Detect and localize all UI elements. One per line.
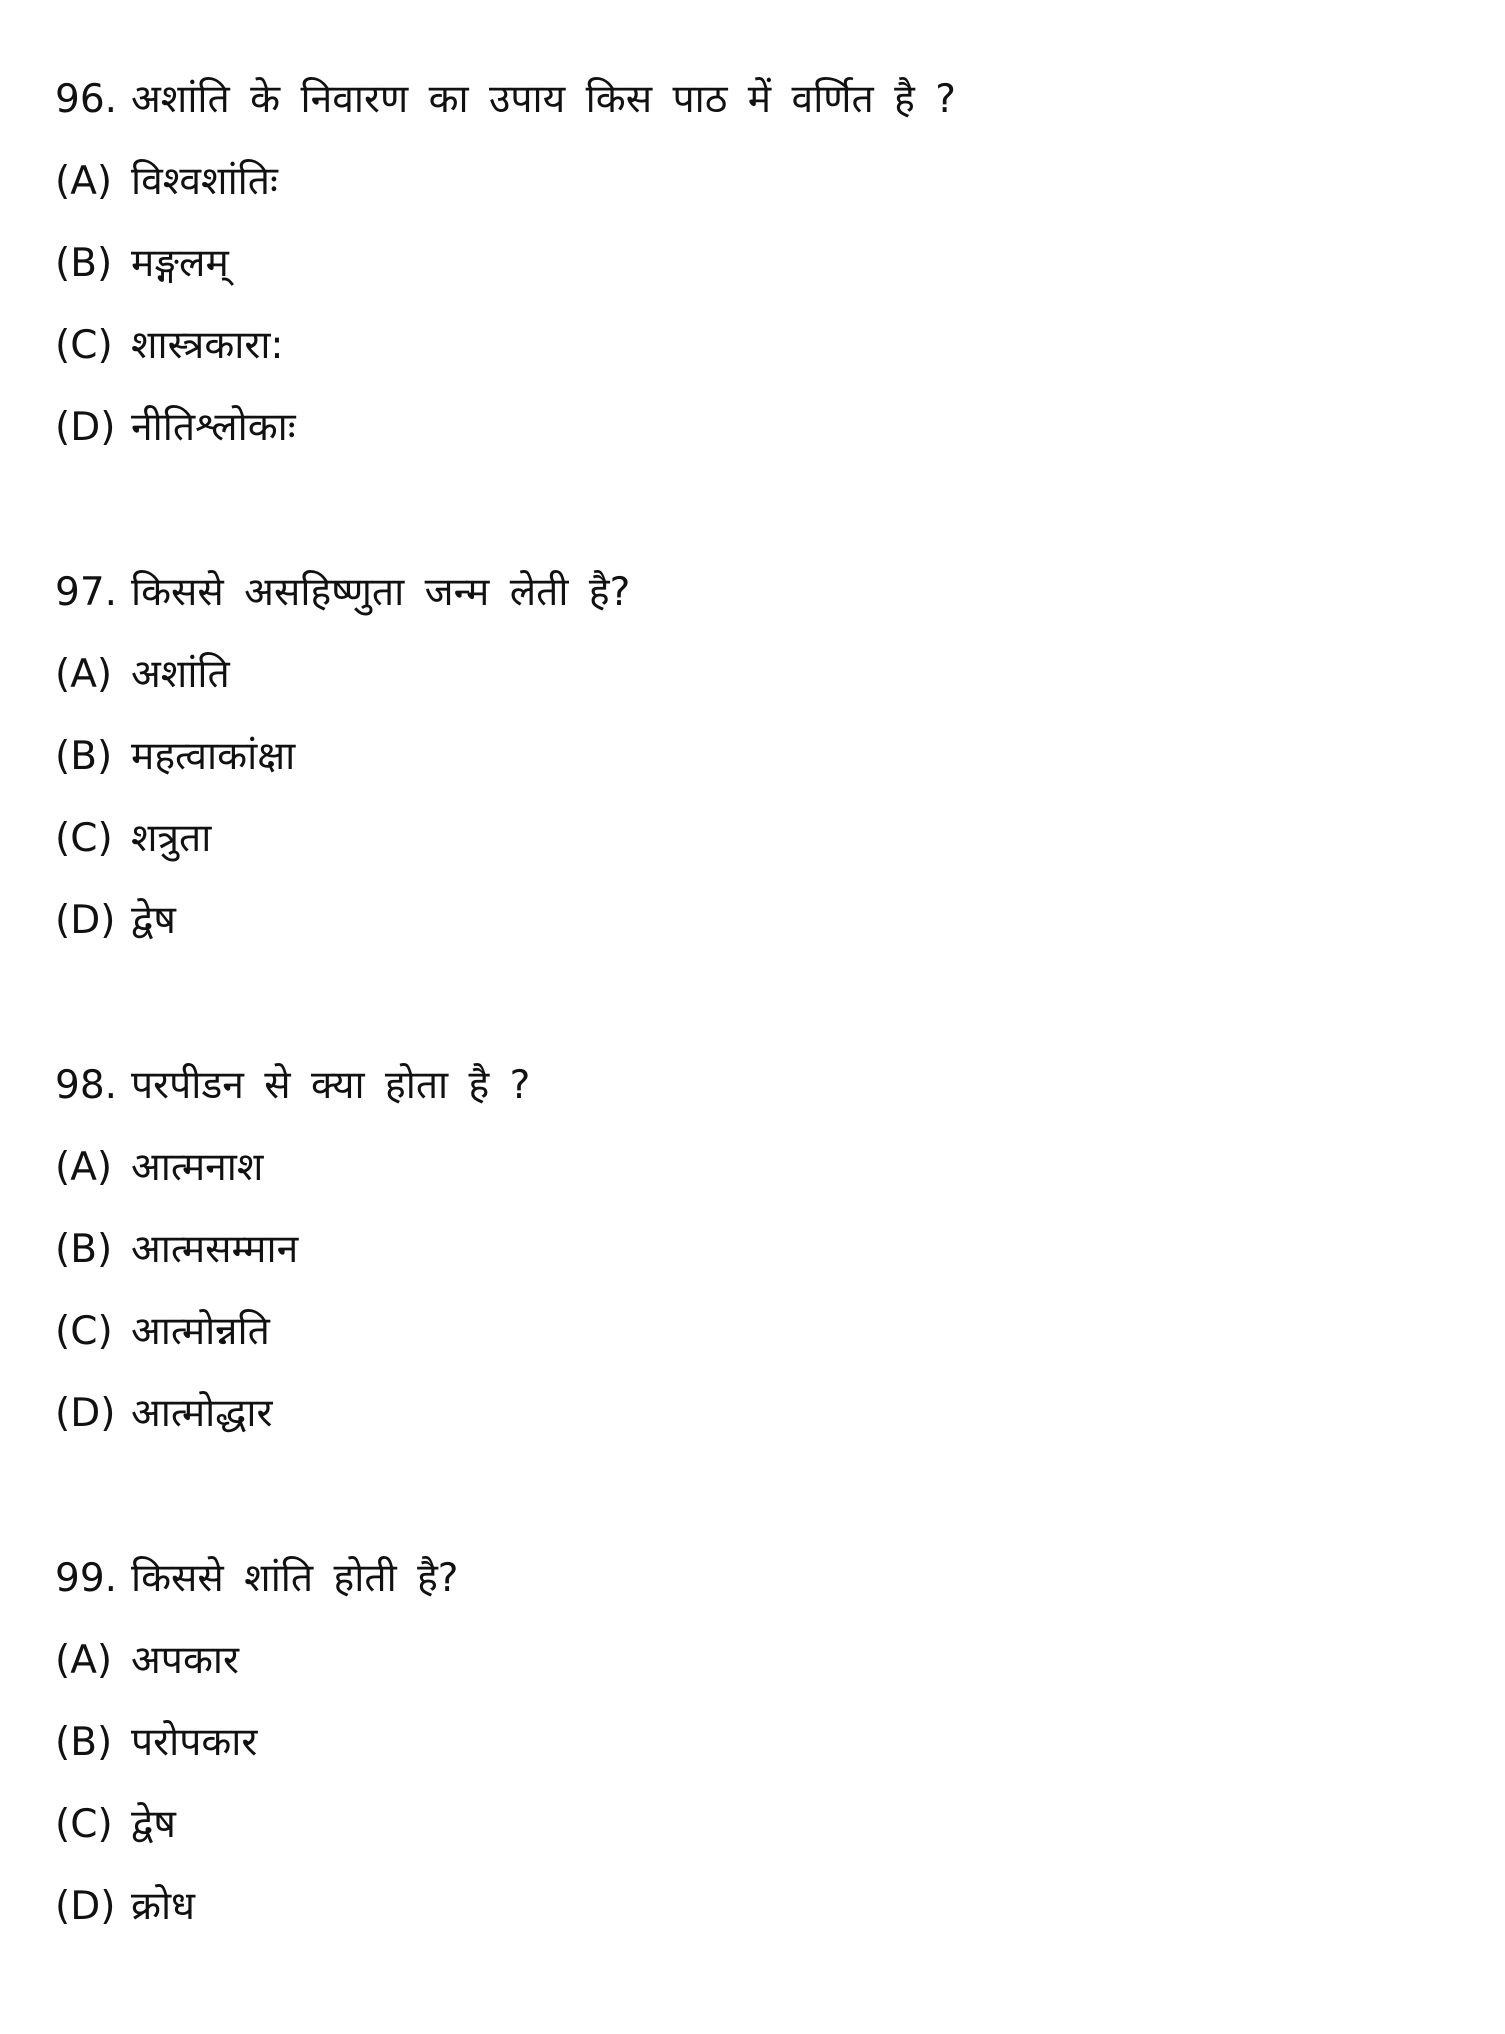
option-text: आत्मनाश (131, 1145, 264, 1190)
option-label: (D) (55, 405, 116, 450)
option-label: (B) (55, 1720, 113, 1765)
question-number: 99. (55, 1556, 118, 1601)
option-label: (B) (55, 241, 113, 286)
question-98 (55, 1045, 1455, 1455)
option-text: नीतिश्लोकाः (131, 405, 296, 450)
option-text: अशांति (131, 652, 230, 697)
question-line (55, 1045, 1455, 1127)
option-b[interactable] (55, 1702, 1455, 1784)
option-b[interactable] (55, 223, 1455, 305)
option-text: द्वेष (131, 1802, 176, 1847)
question-text: अशांति के निवारण का उपाय किस पाठ में वर्णित है ? (131, 77, 956, 122)
question-number: 96. (55, 77, 118, 122)
question-96 (55, 59, 1455, 469)
option-text: क्रोध (131, 1884, 196, 1929)
question-line (55, 59, 1455, 141)
option-text: महत्वाकांक्षा (131, 734, 296, 779)
option-label: (C) (55, 1802, 113, 1847)
option-d[interactable] (55, 387, 1455, 469)
option-a[interactable] (55, 634, 1455, 716)
option-label: (A) (55, 652, 113, 697)
option-text: अपकार (131, 1638, 239, 1683)
option-label: (A) (55, 1145, 113, 1190)
option-label: (C) (55, 323, 113, 368)
option-text: मङ्गलम् (131, 241, 229, 286)
option-d[interactable] (55, 880, 1455, 962)
option-label: (C) (55, 816, 113, 861)
option-b[interactable] (55, 716, 1455, 798)
option-label: (C) (55, 1309, 113, 1354)
question-97 (55, 552, 1455, 962)
question-text: किससे असहिष्णुता जन्म लेती है? (131, 570, 631, 615)
option-c[interactable] (55, 305, 1455, 387)
option-text: आत्मोद्धार (131, 1391, 273, 1436)
option-d[interactable] (55, 1373, 1455, 1455)
question-line (55, 552, 1455, 634)
option-label: (B) (55, 1227, 113, 1272)
option-text: विश्वशांतिः (131, 159, 278, 204)
option-text: आत्मोन्नति (131, 1309, 270, 1354)
option-label: (B) (55, 734, 113, 779)
option-c[interactable] (55, 1784, 1455, 1866)
option-label: (D) (55, 1391, 116, 1436)
option-label: (A) (55, 159, 113, 204)
option-a[interactable] (55, 141, 1455, 223)
option-a[interactable] (55, 1127, 1455, 1209)
option-label: (A) (55, 1638, 113, 1683)
option-c[interactable] (55, 1291, 1455, 1373)
option-text: शत्रुता (131, 816, 212, 861)
option-label: (D) (55, 1884, 116, 1929)
option-label: (D) (55, 898, 116, 943)
option-text: शास्त्रकारा: (131, 323, 284, 368)
question-number: 97. (55, 570, 118, 615)
option-text: द्वेष (131, 898, 176, 943)
option-text: आत्मसम्मान (131, 1227, 299, 1272)
option-d[interactable] (55, 1866, 1455, 1948)
question-line (55, 1538, 1455, 1620)
option-a[interactable] (55, 1620, 1455, 1702)
question-99 (55, 1538, 1455, 1948)
question-text: किससे शांति होती है? (131, 1556, 459, 1601)
option-c[interactable] (55, 798, 1455, 880)
question-number: 98. (55, 1063, 118, 1108)
option-b[interactable] (55, 1209, 1455, 1291)
question-text: परपीडन से क्या होता है ? (131, 1063, 531, 1108)
option-text: परोपकार (131, 1720, 258, 1765)
